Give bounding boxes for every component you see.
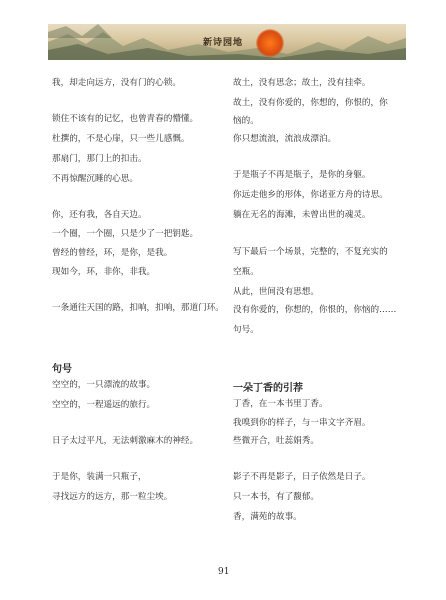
- poem-line: 我，却走向远方，没有门的心锁。: [52, 78, 181, 88]
- poem-line: 杜撰的，不是心扉，只一些儿感慨。: [52, 134, 190, 144]
- poem-line: 故土，没有思念；故土，没有挂牵。: [233, 78, 371, 88]
- poem-line: 只一本书，有了馥郁。: [233, 492, 319, 502]
- poem-line: 一条通往天国的路，扣响，扣响，那道门环。: [52, 303, 224, 313]
- poem-line: 寻找远方的远方，那一粒尘埃。: [52, 492, 173, 502]
- poem-line: 从此，世间没有思想。: [233, 287, 319, 297]
- poem-line: 空瓶。: [233, 267, 259, 277]
- poem-line: 你只想流浪，流浪成漂泊。: [233, 134, 337, 144]
- poem-line: 你，还有我，各自天边。: [52, 210, 147, 220]
- poem-title-jvhao: 句号: [52, 364, 72, 375]
- poem-line: 香，满苑的故事。: [233, 512, 302, 522]
- banner-title: 新诗园地: [203, 38, 244, 48]
- poem-line: 那扇门，那门上的扣击。: [52, 154, 147, 164]
- poem-line: 些微开合，吐蕊娟秀。: [233, 436, 319, 446]
- poem-line: 于是瓶子不再是瓶子，是你的身躯。: [233, 170, 371, 180]
- poem-line: 丁香，在一本书里丁香。: [233, 399, 328, 409]
- poem-line: 躺在无名的海滩，未曾出世的魂灵。: [233, 210, 371, 220]
- poem-line: 空空的，一只漂流的故事。: [52, 380, 156, 390]
- poem-title-dingxiang: 一朵丁香的引荐: [233, 383, 303, 394]
- poem-line: 日子太过平凡，无法刺激麻木的神经。: [52, 436, 199, 446]
- poem-line: 故土，没有你爱的，你想的，你恨的，你: [233, 98, 388, 108]
- poem-line: 不再惊醒沉睡的心思。: [52, 174, 138, 184]
- poem-line: 恼的。: [233, 116, 259, 126]
- poem-line: 曾经的曾经，环，是你，是我。: [52, 248, 173, 258]
- sun-icon: [256, 29, 284, 57]
- poem-line: 没有你爱的，你想的，你恨的，你恼的……: [233, 305, 397, 315]
- poem-line: 一个圈，一个圈，只是少了一把钥匙。: [52, 229, 199, 239]
- poem-line: 现如今，环，非你，非我。: [52, 267, 156, 277]
- poem-line: 空空的，一程遥远的旅行。: [52, 400, 156, 410]
- poem-line: 影子不再是影子，日子依然是日子。: [233, 472, 371, 482]
- poem-line: 我嗅到你的样子，与一串文字齐眉。: [233, 418, 371, 428]
- poem-line: 锁住不该有的记忆，也曾青春的懵懂。: [52, 114, 199, 124]
- header-banner: [48, 24, 406, 60]
- page-number: 91: [218, 567, 230, 577]
- poem-line: 你远走他乡的形体，你诺亚方舟的诗思。: [233, 190, 388, 200]
- poem-line: 于是你，装满一只瓶子，: [52, 472, 147, 482]
- poem-line: 句号。: [233, 325, 259, 335]
- poem-line: 写下最后一个场景，完整的，不复充实的: [233, 247, 388, 257]
